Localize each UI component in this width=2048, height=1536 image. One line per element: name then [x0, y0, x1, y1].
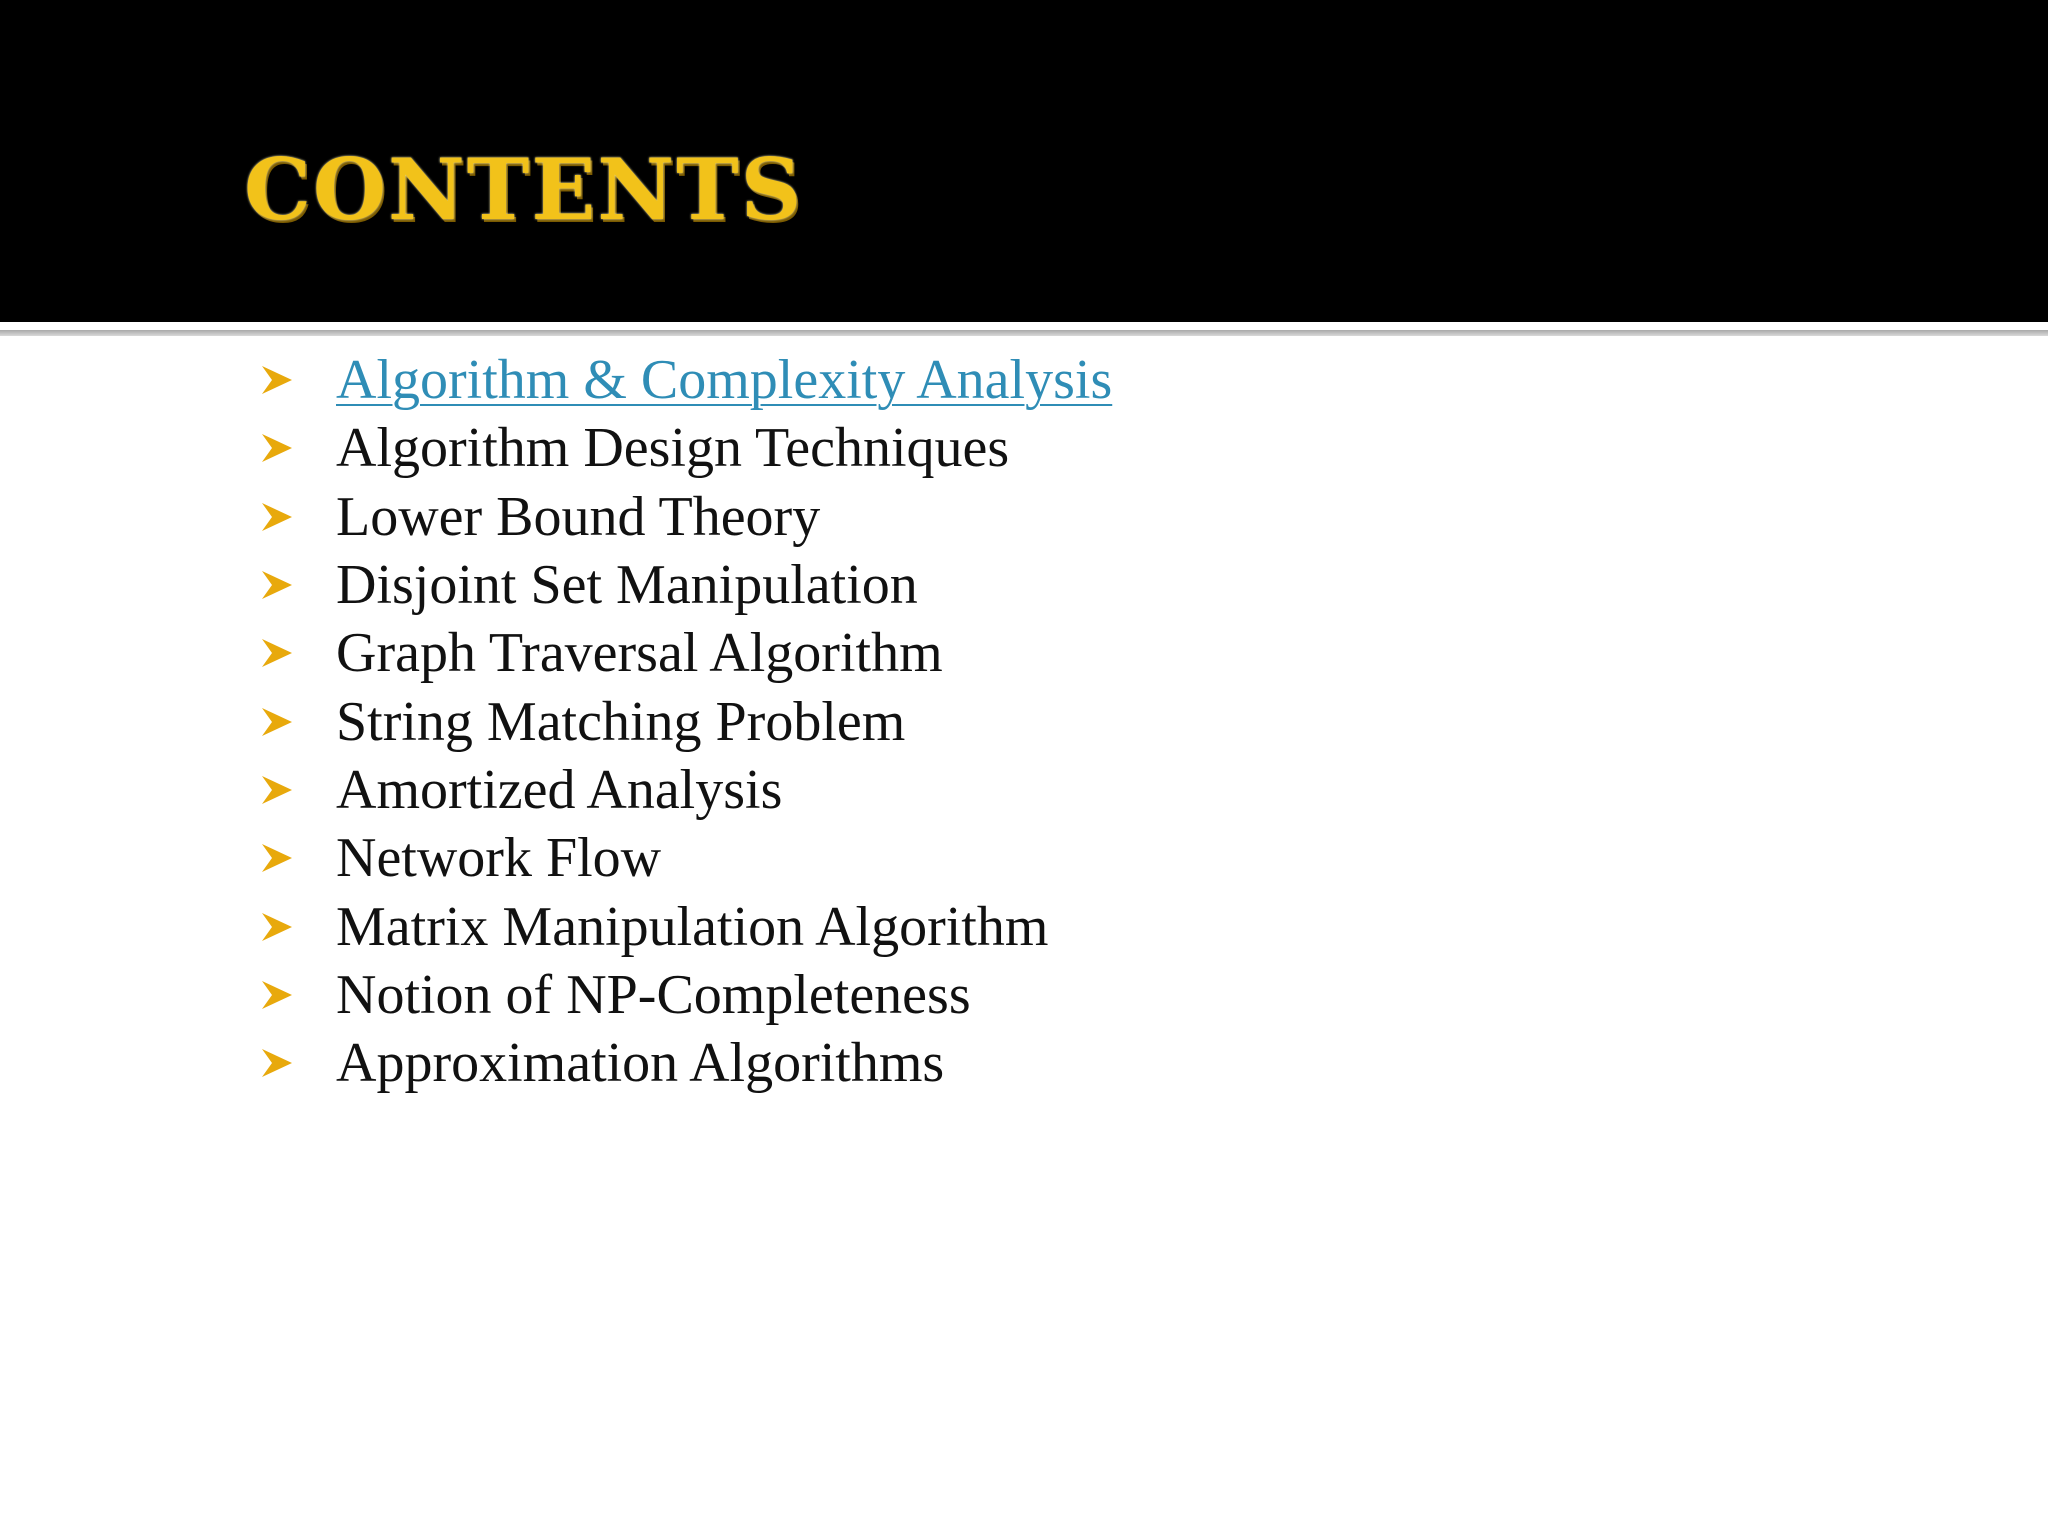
header-divider — [0, 330, 2048, 336]
arrowhead-bullet-icon — [262, 913, 336, 941]
arrowhead-bullet-icon — [262, 708, 336, 736]
list-item — [262, 756, 1962, 824]
list-item-label: Graph Traversal Algorithm — [336, 622, 943, 685]
list-item-label: Notion of NP-Completeness — [336, 963, 971, 1026]
arrowhead-bullet-icon — [262, 366, 336, 394]
arrowhead-bullet-icon — [262, 639, 336, 667]
list-item-label: Algorithm Design Techniques — [336, 417, 1010, 480]
arrowhead-bullet-icon — [262, 844, 336, 872]
list-item — [262, 1029, 1962, 1097]
arrowhead-bullet-icon — [262, 1049, 336, 1077]
arrowhead-bullet-icon — [262, 434, 336, 462]
list-item — [262, 892, 1962, 960]
list-item — [262, 483, 1962, 551]
arrowhead-bullet-icon — [262, 981, 336, 1009]
list-item-label: Lower Bound Theory — [336, 485, 821, 548]
arrowhead-bullet-icon — [262, 571, 336, 599]
list-item — [262, 346, 1962, 414]
contents-list — [262, 346, 1962, 1097]
list-item — [262, 687, 1962, 755]
list-item-label: Matrix Manipulation Algorithm — [336, 895, 1049, 958]
list-item-label: Approximation Algorithms — [336, 1032, 945, 1095]
list-item — [262, 824, 1962, 892]
arrowhead-bullet-icon — [262, 503, 336, 531]
slide-title: CONTENTS — [244, 140, 804, 239]
list-item-label: Disjoint Set Manipulation — [336, 554, 918, 617]
arrowhead-bullet-icon — [262, 776, 336, 804]
list-item-label: Amortized Analysis — [336, 758, 783, 821]
contents-link-algorithm-complexity[interactable]: Algorithm & Complexity Analysis — [336, 349, 1113, 412]
list-item — [262, 414, 1962, 482]
list-item-label: String Matching Problem — [336, 690, 906, 753]
list-item — [262, 551, 1962, 619]
list-item-label: Network Flow — [336, 827, 662, 890]
list-item — [262, 961, 1962, 1029]
list-item — [262, 619, 1962, 687]
